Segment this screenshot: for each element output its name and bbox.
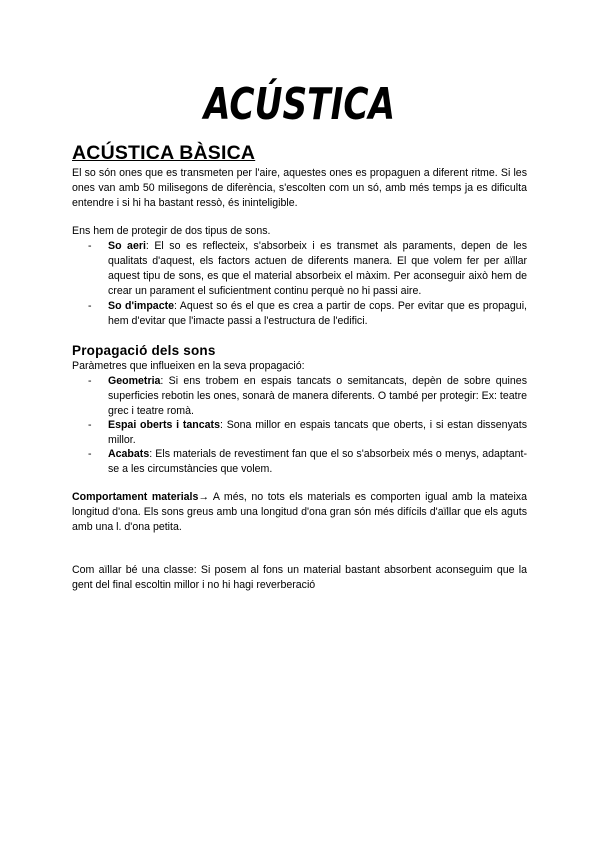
behaviour-text: → A més, no tots els materials es comporten igual amb la mateixa longitud d'ona. Els sons greus amb una longitud d'ona gran són més difícils d'aïllar que els aguts amb una l. d'ona petita. bbox=[72, 491, 527, 533]
intro-paragraph: El so són ones que es transmeten per l'aire, aquestes ones es propaguen a diferent ritme. Si les ones van amb 50 milisegons de diferència, s'escolten com un só, amb més temps ja es dificulta entendre i si hi ha bastant ressò, és ininteligible. bbox=[72, 167, 527, 209]
behaviour-paragraph bbox=[72, 490, 527, 535]
section-heading: ACÚSTICA BÀSICA bbox=[72, 142, 256, 164]
list-item bbox=[88, 418, 527, 448]
list-item-term: Espai oberts i tancats bbox=[108, 419, 220, 431]
closing-paragraph: Com aïllar bé una classe: Si posem al fons un material bastant absorbent aconseguim que la gent del final escoltin millor i no hi hagi reverberació bbox=[72, 564, 527, 591]
list-item-text: : Aquest so és el que es crea a partir de cops. Per evitar que es propagui, hem d'evitar que l'imacte passi a l'estructura de l'edifici. bbox=[108, 300, 528, 327]
protect-intro: Ens hem de protegir de dos tipus de sons. bbox=[72, 225, 271, 237]
list-item-text: : Els materials de revestiment fan que el so s'absorbeix més o menys, adaptant-se a les circumstàncies que volem. bbox=[108, 448, 527, 475]
list-item-term: So d'impacte bbox=[108, 300, 175, 312]
list-item bbox=[88, 299, 527, 329]
list-dash: - bbox=[88, 375, 92, 387]
list-item-term: So aeri bbox=[108, 240, 146, 252]
list-dash: - bbox=[88, 240, 92, 252]
list-dash: - bbox=[88, 300, 92, 312]
subsection-heading: Propagació dels sons bbox=[72, 343, 216, 358]
behaviour-term: Comportament materials bbox=[72, 491, 199, 503]
list-item-text: : Si ens trobem en espais tancats o semitancats, depèn de sobre quines superficies rebotin les ones, sonarà de manera diferents. O també per protegir: Ex: teatre grec i teatre romà. bbox=[108, 375, 527, 417]
document-title: ACÚSTICA bbox=[203, 79, 396, 130]
list-item-term: Geometria bbox=[108, 375, 161, 387]
list-dash: - bbox=[88, 448, 92, 460]
list-item-term: Acabats bbox=[108, 448, 150, 460]
list-item bbox=[88, 239, 527, 299]
list-item bbox=[88, 374, 527, 419]
list-item-text: : Sona millor en espais tancats que oberts, i si estan dissenyats millor. bbox=[108, 419, 527, 446]
list-item-text: : El so es reflecteix, s'absorbeix i es transmet als paraments, depen de les qualitats d'aquest, els factors actuen de diferents manera. El que volem fer per aïllar aquest tipu de sons, es que el material absorbeix el màxim. Per aconseguir això hem de crear un parament el suficientment continu perquè no hi passi aire. bbox=[108, 240, 527, 297]
params-intro: Paràmetres que influeixen en la seva propagació: bbox=[72, 360, 305, 372]
list-item bbox=[88, 447, 527, 477]
list-dash: - bbox=[88, 419, 92, 431]
